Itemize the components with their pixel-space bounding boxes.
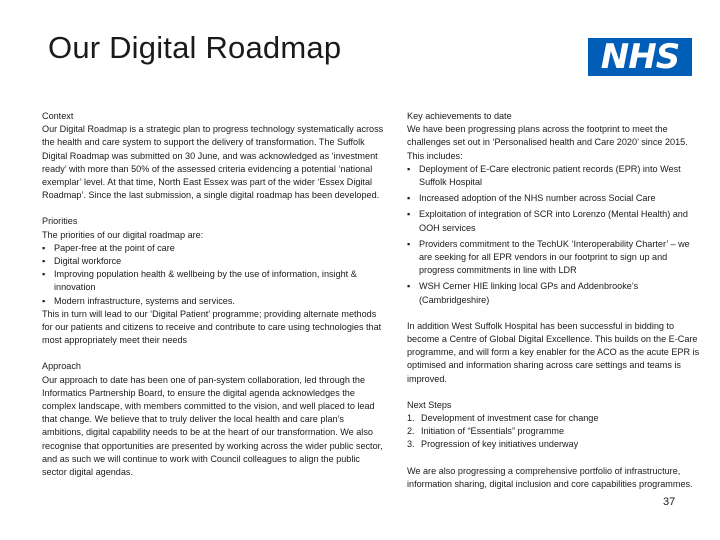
achievements-intro: We have been progressing plans across the footprint to meet the challenges set out in ‘Personalised health and Care 2020’ since 2015. This includes: (407, 124, 688, 161)
priorities-outro: This in turn will lead to our ‘Digital Patient’ programme; providing alternate methods for our patients and citizens to receive and contribute to care using technologies that most appropriately meet their needs (42, 308, 382, 346)
step-number: 3. (407, 439, 415, 450)
step-text: Initiation of “Essentials” programme (421, 426, 565, 437)
list-item: ▪ WSH Cerner HIE linking local GPs and Addenbrooke’s (Cambridgeshire) (407, 280, 703, 306)
list-item (407, 425, 703, 438)
approach-heading: Approach (42, 361, 81, 372)
page-number: 37 (663, 496, 676, 508)
step-text: Development of investment case for change (421, 413, 599, 424)
priorities-heading: Priorities (42, 216, 78, 227)
context-heading: Context (42, 111, 74, 121)
achievements-heading: Key achievements to date (407, 111, 512, 121)
page-title: Our Digital Roadmap (48, 30, 342, 65)
step-text: Progression of key initiatives underway (421, 439, 579, 450)
step-number: 2. (407, 426, 415, 437)
next-steps-list (407, 412, 703, 452)
achievements-section (407, 110, 703, 307)
list-item: ▪ Modern infrastructure, systems and services. (42, 295, 384, 308)
left-column (42, 110, 384, 492)
addition-body: In addition West Suffolk Hospital has been successful in bidding to become a Centre of Global Digital Excellence. This builds on the E-Care programme, and will form a key enabler for the ACO as the acute EPR is optimised and information sharing across care settings and teams is improved. (407, 320, 700, 384)
achievements-list (407, 163, 703, 307)
list-item: ▪ Deployment of E-Care electronic patient records (EPR) into West Suffolk Hospital (407, 163, 703, 189)
portfolio-body: We are also progressing a comprehensive portfolio of infrastructure, information sharing, digital inclusion and core capabilities programmes. (407, 465, 693, 489)
list-item (407, 438, 703, 451)
nhs-logo: NHS (588, 38, 692, 76)
approach-section (42, 360, 384, 479)
context-body: Our Digital Roadmap is a strategic plan to progress technology systematically across the health and care system to support the delivery of transformation. The Suffolk Digital Roadmap was submitted on 30 June, and was acknowledged as ‘investment ready’ with more than 50% of the assessed criteria evidencing a potential ‘national exemplar’ level. At that time, North East Essex was part of the wider ‘Essex Digital Roadmap’. Since the last submission, a single digital roadmap has been developed. (42, 124, 384, 201)
list-item: ▪ Improving population health & wellbeing by the use of information, insight & innovation (42, 268, 384, 294)
approach-body: Our approach to date has been one of pan-system collaboration, led through the Informatics Partnership Board, to ensure the digital agenda acknowledges the complex landscape, with members committed to the vision, and well placed to lead that change. We believe that to truly deliver the local health and care plan’s ambitions, digital capability needs to be at the heart of our transformation. We also recognise that opportunities are presented by working across the wider public sector, and as such we will continue to work with Council colleagues to align the public sector digital agendas. (42, 374, 383, 478)
list-item: ▪ Paper-free at the point of care (42, 242, 384, 255)
portfolio-section (407, 465, 703, 491)
priorities-section (42, 215, 384, 347)
step-number: 1. (407, 413, 415, 424)
context-section (42, 110, 384, 202)
priorities-intro: The priorities of our digital roadmap are: (42, 229, 204, 240)
list-item (407, 412, 703, 425)
list-item: ▪ Digital workforce (42, 255, 384, 268)
right-column (407, 110, 703, 504)
next-steps-heading: Next Steps (407, 399, 452, 410)
priorities-list (42, 242, 384, 308)
list-item: ▪ Exploitation of integration of SCR into Lorenzo (Mental Health) and OOH services (407, 208, 703, 234)
next-steps-section (407, 399, 703, 452)
list-item: ▪ Increased adoption of the NHS number across Social Care (407, 192, 703, 205)
list-item: ▪ Providers commitment to the TechUK ‘Interoperability Charter’ – we are seeking for all EPR vendors in our footprint to sign up and progress commitments in line with LDR (407, 238, 703, 278)
addition-section (407, 320, 703, 386)
